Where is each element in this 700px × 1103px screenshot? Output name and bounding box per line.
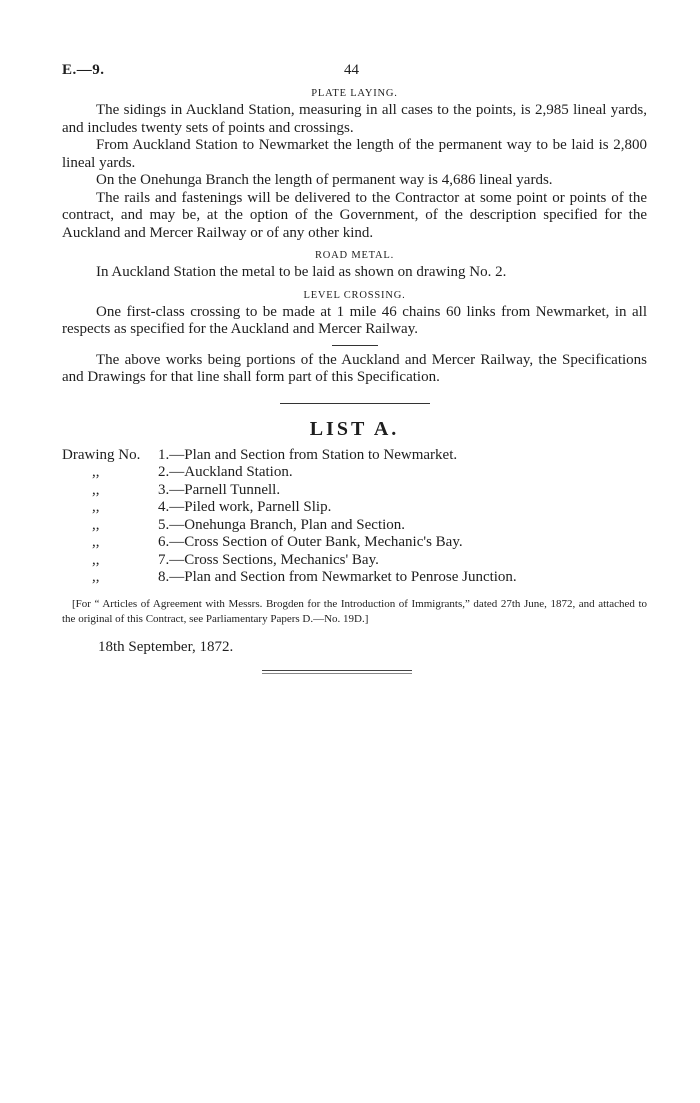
document-date: 18th September, 1872. bbox=[98, 638, 234, 655]
page-header bbox=[62, 62, 647, 84]
paragraph-sidings: The sidings in Auckland Station, measuring in all cases to the points, is 2,985 lineal yards, and includes twenty sets of points and crossings. bbox=[62, 102, 647, 136]
drawing-prefix: Drawing No. bbox=[62, 446, 141, 463]
list-item bbox=[62, 482, 647, 500]
document-reference: E.—9. bbox=[62, 62, 105, 78]
page-number: 44 bbox=[344, 62, 359, 78]
paragraph-newmarket-length: From Auckland Station to Newmarket the length of the permanent way to be laid is 2,800 lineal yards. bbox=[62, 137, 647, 171]
list-item bbox=[62, 569, 647, 587]
paragraph-rails-fastenings: The rails and fastenings will be delivered to the Contractor at some point or points of the contract, and may be, at the option of the Government, of the description specified for the Auckland and Mercer Railway or of any other kind. bbox=[62, 189, 647, 241]
ditto-mark: ,, bbox=[92, 516, 100, 533]
list-item bbox=[62, 464, 647, 482]
paragraph-onehunga-length: On the Onehunga Branch the length of permanent way is 4,686 lineal yards. bbox=[96, 172, 553, 188]
list-item bbox=[62, 499, 647, 517]
drawing-title: 4.—Piled work, Parnell Slip. bbox=[158, 499, 332, 515]
section-divider bbox=[280, 403, 430, 404]
drawing-title: 1.—Plan and Section from Station to Newmarket. bbox=[158, 446, 458, 463]
drawings-list bbox=[62, 447, 647, 587]
ditto-mark: ,, bbox=[92, 481, 100, 498]
ditto-mark: ,, bbox=[92, 534, 100, 550]
document-page bbox=[62, 62, 647, 674]
drawing-title: 5.—Onehunga Branch, Plan and Section. bbox=[158, 516, 406, 533]
short-divider bbox=[332, 345, 378, 346]
list-item bbox=[62, 552, 647, 570]
drawing-title: 6.—Cross Section of Outer Bank, Mechanic's Bay. bbox=[158, 534, 463, 550]
section-heading-level-crossing: LEVEL CROSSING. bbox=[303, 289, 406, 301]
agreement-note: [For “ Articles of Agreement with Messrs. Brogden for the Introduction of Immigrants,” dated 27th June, 1872, and attached to the original of this Contract, see Parliamentary Papers D.—No. 19D.] bbox=[62, 597, 647, 625]
drawing-title: 2.—Auckland Station. bbox=[158, 464, 293, 480]
paragraph-level-crossing: One first-class crossing to be made at 1 mile 46 chains 60 links from Newmarket, in all respects as specified for the Auckland and Mercer Railway. bbox=[62, 303, 647, 337]
ditto-mark: ,, bbox=[92, 569, 100, 585]
paragraph-road-metal: In Auckland Station the metal to be laid as shown on drawing No. 2. bbox=[96, 264, 507, 280]
drawing-title: 3.—Parnell Tunnell. bbox=[158, 481, 281, 498]
paragraph-closing: The above works being portions of the Auckland and Mercer Railway, the Specifications and Drawings for that line shall form part of this Specification. bbox=[62, 351, 647, 385]
list-a-title: LIST A. bbox=[309, 417, 400, 440]
ditto-mark: ,, bbox=[92, 499, 100, 515]
list-item bbox=[62, 534, 647, 552]
end-divider-lower bbox=[262, 673, 412, 674]
list-item bbox=[62, 517, 647, 535]
drawing-title: 7.—Cross Sections, Mechanics' Bay. bbox=[158, 551, 379, 568]
section-heading-road-metal: ROAD METAL. bbox=[314, 250, 395, 261]
list-item bbox=[62, 447, 647, 465]
drawing-title: 8.—Plan and Section from Newmarket to Penrose Junction. bbox=[158, 569, 517, 585]
ditto-mark: ,, bbox=[92, 464, 100, 480]
section-heading-plate-laying: PLATE LAYING. bbox=[311, 88, 398, 99]
ditto-mark: ,, bbox=[92, 551, 100, 568]
end-divider bbox=[262, 670, 412, 671]
